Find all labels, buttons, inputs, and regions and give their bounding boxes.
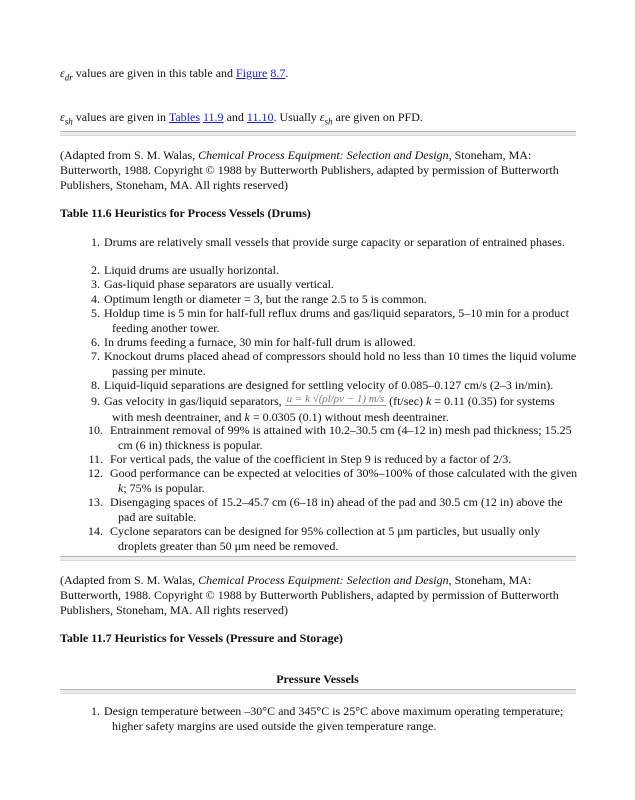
epsilon-symbol: ε	[60, 66, 65, 80]
book-title: Chemical Process Equipment: Selection and Design	[198, 573, 449, 587]
intro-line-edr	[60, 66, 288, 85]
item-number: 6.	[91, 335, 100, 349]
text-fragment: ; 75% is popular.	[123, 480, 205, 495]
horizontal-rule	[60, 556, 576, 561]
list-item	[84, 306, 578, 335]
item-number: 11.	[88, 452, 103, 466]
intro-text: are given on PFD.	[332, 110, 423, 124]
tables-link[interactable]: Tables	[168, 110, 200, 124]
item-number: 8.	[91, 378, 100, 392]
table-11-10-link[interactable]: 11.10	[246, 110, 274, 124]
list-item	[84, 277, 578, 292]
item-text: Liquid-liquid separations are designed for settling velocity of 0.085–0.127 cm/s (2–3 in/min).	[104, 378, 554, 392]
item-text: Entrainment removal of 99% is attained with 10.2–30.5 cm (4–12 in) mesh pad thickness; 15.25 cm (6 in) thickness is popular.	[110, 423, 572, 452]
list-item	[84, 378, 578, 393]
list-item	[84, 704, 578, 733]
source-suffix: , Stoneham, MA: Butterworth, 1988. Copyright © 1988 by Butterworth Publishers, adapted by permission of Butterworth Publishers, Stoneham, MA. All rights reserved)	[60, 148, 559, 192]
list-item	[84, 263, 578, 278]
item-number: 9.	[91, 394, 100, 408]
item-text: Cyclone separators can be designed for 95% collection at 5 μm particles, but usually only droplets greater than 50 μm need be removed.	[110, 524, 540, 553]
item-number: 5.	[91, 306, 100, 320]
text-fragment: = 0.0305 (0.1) without mesh deentrainer.	[249, 409, 449, 424]
item-text: Gas-liquid phase separators are usually vertical.	[104, 277, 334, 291]
list-item	[84, 466, 578, 495]
pressure-vessels-heading: Pressure Vessels	[276, 672, 359, 686]
item-number: 7.	[91, 349, 100, 363]
item-text: For vertical pads, the value of the coefficient in Step 9 is reduced by a factor of 2/3.	[110, 452, 512, 466]
source-suffix: , Stoneham, MA: Butterworth, 1988. Copyright © 1988 by Butterworth Publishers, adapted by permission of Butterworth Publishers, Stoneham, MA. All rights reserved)	[60, 573, 559, 617]
item-number: 13.	[88, 495, 103, 509]
item-text: Disengaging spaces of 15.2–45.7 cm (6–18 in) ahead of the pad and 30.5 cm (12 in) above the pad are suitable.	[110, 495, 563, 524]
item-text: Design temperature between –30°C and 345°C is 25°C above maximum operating temperature; higher safety margins are used outside the given temperature range.	[104, 704, 564, 733]
table-11-9-link[interactable]: 11.9	[203, 110, 224, 124]
epsilon-subscript: sh	[64, 116, 73, 127]
epsilon-symbol: ε	[60, 110, 65, 124]
source-prefix: (Adapted from S. M. Walas,	[60, 148, 199, 162]
item-text: Knockout drums placed ahead of compressors should hold no less than 10 times the liquid volume passing per minute.	[104, 349, 577, 378]
item-number: 3.	[91, 277, 100, 291]
list-item	[84, 524, 578, 553]
horizontal-rule	[60, 131, 576, 136]
item-text: Drums are relatively small vessels that provide surge capacity or separation of entrained phases.	[104, 235, 565, 249]
k-variable: k	[244, 409, 250, 424]
table-11-6-caption: Table 11.6 Heuristics for Process Vessels (Drums)	[60, 206, 311, 220]
k-variable: k	[118, 480, 124, 495]
intro-text: . Usually	[273, 110, 320, 124]
item-number: 1.	[91, 704, 100, 718]
list-item	[84, 349, 578, 378]
item-number: 10.	[88, 423, 103, 437]
epsilon-subscript: dr	[64, 72, 73, 83]
item-text: Optimum length or diameter = 3, but the range 2.5 to 5 is common.	[104, 292, 427, 306]
period: .	[285, 66, 289, 80]
item-text: Liquid drums are usually horizontal.	[104, 263, 279, 277]
list-item	[84, 335, 578, 350]
text-fragment: Good performance can be expected at velocities of 30%–100% of those calculated with the given	[110, 466, 578, 480]
intro-line-esh	[60, 110, 423, 129]
table-11-7-caption: Table 11.7 Heuristics for Vessels (Pressure and Storage)	[60, 631, 343, 645]
epsilon-subscript: sh	[324, 116, 333, 127]
item-text	[104, 394, 578, 424]
list-item	[84, 235, 578, 250]
source-note	[60, 148, 590, 193]
list-item	[84, 394, 578, 424]
intro-text: values are given in	[72, 110, 169, 124]
figure-link[interactable]: Figure	[236, 66, 268, 80]
list-item	[84, 452, 578, 467]
item-number: 1.	[91, 235, 100, 249]
item-text: In drums feeding a furnace, 30 min for half-full drum is allowed.	[104, 335, 416, 349]
horizontal-rule	[60, 689, 576, 694]
text-fragment: Gas velocity in gas/liquid separators,	[104, 394, 285, 408]
k-variable: k	[426, 394, 432, 408]
list-item	[84, 495, 578, 524]
item-number: 2.	[91, 263, 100, 277]
text-fragment: = 0.11 (0.35) for systems with mesh deentrainer, and	[112, 394, 555, 424]
list-item	[84, 292, 578, 307]
item-text: Holdup time is 5 min for half-full reflux drums and gas/liquid separators, 5–10 min for a product feeding another tower.	[104, 306, 569, 335]
list-item	[84, 423, 578, 452]
source-prefix: (Adapted from S. M. Walas,	[60, 573, 199, 587]
text-fragment: (ft/sec)	[386, 394, 427, 408]
item-number: 4.	[91, 292, 100, 306]
book-title: Chemical Process Equipment: Selection and Design	[198, 148, 449, 162]
item-text	[110, 466, 578, 495]
source-note	[60, 573, 590, 618]
intro-text: values are given in this table and	[72, 66, 237, 80]
figure-number-link[interactable]: 8.7	[270, 66, 286, 80]
epsilon-symbol: ε	[319, 110, 325, 124]
and-text: and	[223, 110, 247, 124]
gas-velocity-formula: u = k √(ρl/ρv − 1) m/s	[286, 393, 385, 405]
item-number: 12.	[88, 466, 103, 480]
item-number: 14.	[88, 524, 103, 538]
